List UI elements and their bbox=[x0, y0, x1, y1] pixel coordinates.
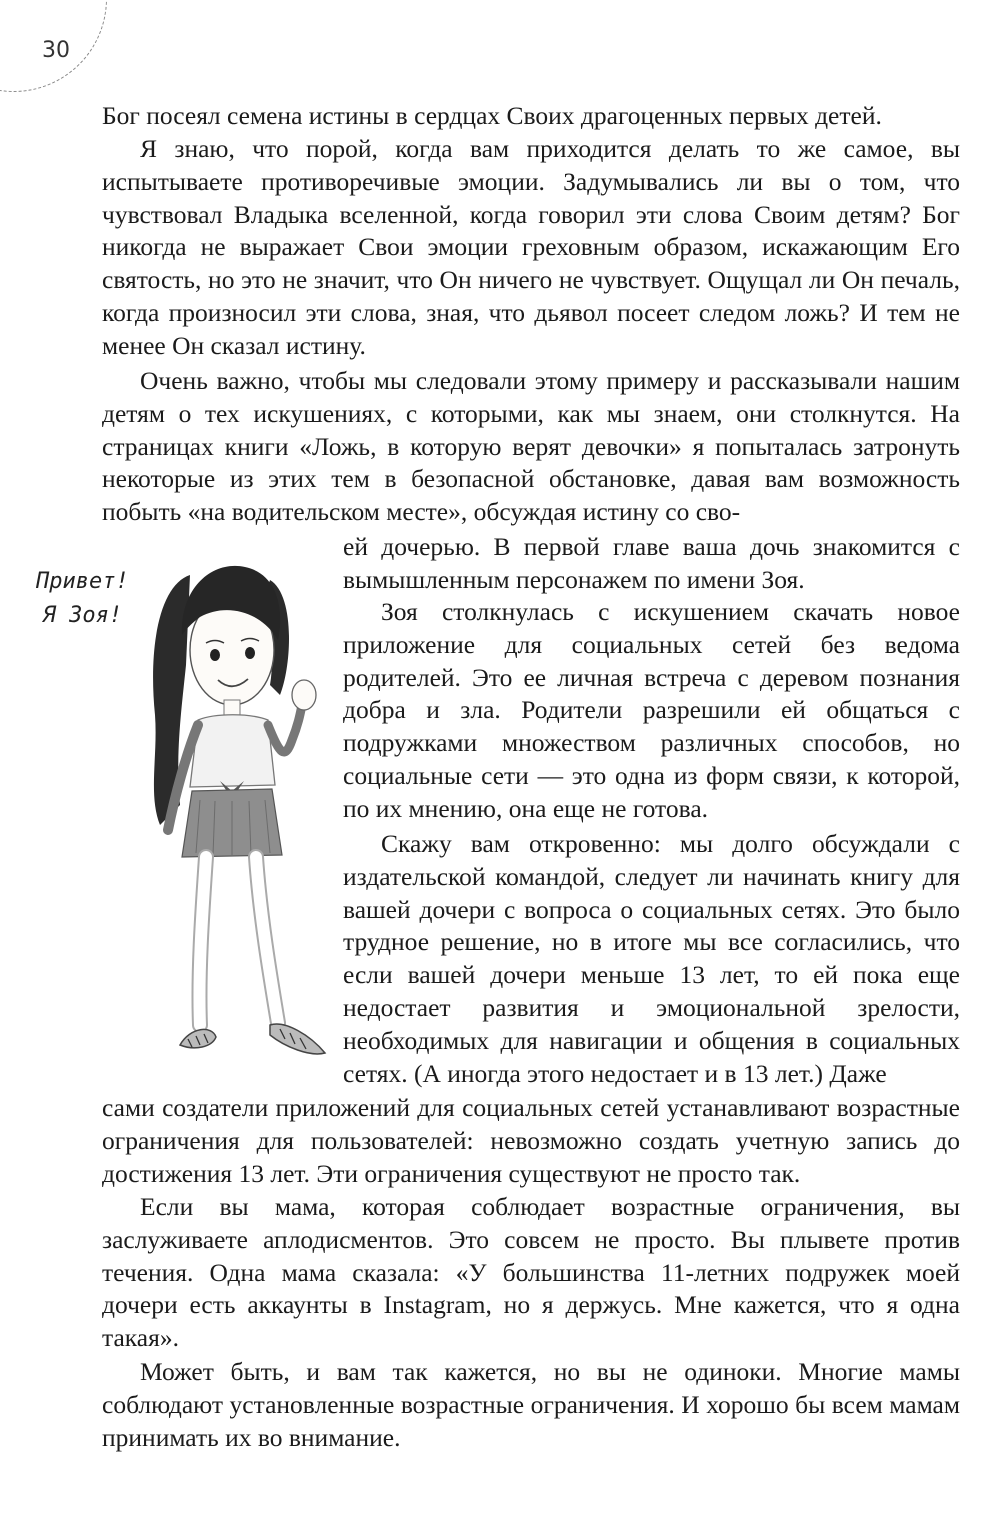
paragraph-2: Я знаю, что порой, когда вам приходится делать то же самое, вы испытываете противоречивые эмоции. Задумывались ли вы о том, что чувствовал Владыка вселенной, когда говорил эти слова Своим детям? Бог никогда не выражает Свои эмоции греховным образом, искажающим Его святость, но это не значит, что Он ничего не чувствует. Ощущал ли Он печаль, когда произносил эти слова, зная, что дьявол посеет следом ложь? И тем не менее Он сказал истину. bbox=[102, 134, 960, 360]
page-number: 30 bbox=[42, 38, 70, 63]
left-shoe bbox=[180, 1029, 216, 1047]
right-shoe bbox=[270, 1024, 325, 1054]
waving-hand bbox=[292, 680, 316, 710]
paragraph-3: Очень важно, чтобы мы следовали этому примеру и рассказывали нашим детям о тех искушениях, с которыми, как мы знаем, они столкнутся. На страницах книги «Ложь, в которую верят девочки» я попыталась затронуть некоторые из этих тем в безопасной обстановке, давая вам возможность побыть «на водительском месте», обсуждая истину со сво- bbox=[102, 366, 960, 527]
paragraph-6: Если вы мама, которая соблюдает возрастные ограничения, вы заслуживаете аплодисментов. Это совсем не просто. Вы плывете против течения. Одна мама сказала: «У большинства 11-летних подружек моей дочери есть аккаунты в Instagram, но я держусь. Мне кажется, что я одна такая». bbox=[102, 1192, 960, 1353]
greeting-line-2: Я Зоя! bbox=[42, 603, 123, 628]
paragraph-3-continued: ей дочерью. В первой главе ваша дочь знакомится с вымышленным персонажем по имени Зоя. bbox=[343, 532, 960, 594]
paragraph-7: Может быть, и вам так кажется, но вы не одиноки. Многие мамы соблюдают установленные возрастные ограничения. И хорошо бы всем мамам принимать их во внимание. bbox=[102, 1357, 960, 1452]
girl-illustration bbox=[120, 555, 345, 1075]
right-eye bbox=[245, 647, 255, 659]
paragraph-5: Скажу вам откровенно: мы долго обсуждали с издательской командой, следует ли начинать книгу для вашей дочери с вопроса о социальных сетях. Это было трудное решение, но в итоге мы все согласились, что если вашей дочери меньше 13 лет, то ей пока еще недостает развития и эмоциональной зрелости, необходимых для навигации и общения в социальных сетях. (А иногда этого недостает и в 13 лет.) Даже bbox=[343, 829, 960, 1088]
paragraph-1: Бог посеял семена истины в сердцах Своих драгоценных первых детей. bbox=[102, 101, 882, 130]
right-arm bbox=[268, 705, 302, 752]
paragraph-4: Зоя столкнулась с искушением скачать новое приложение для социальных сетей без ведома родителей. Это ее личная встреча с деревом познания добра и зла. Родители разрешили ей общаться с подружками множеством различных способов, но социальные сети — это одна из форм связи, к которой, по их мнению, она еще не готова. bbox=[343, 597, 960, 823]
greeting-callout bbox=[36, 565, 129, 633]
paragraph-5-continued: сами создатели приложений для социальных сетей устанавливают возрастные ограничения для пользователей: невозможно создать учетную запись до достижения 13 лет. Эти ограничения существуют не просто так. bbox=[102, 1093, 960, 1188]
left-eye bbox=[210, 649, 220, 661]
greeting-line-1: Привет! bbox=[36, 569, 129, 594]
